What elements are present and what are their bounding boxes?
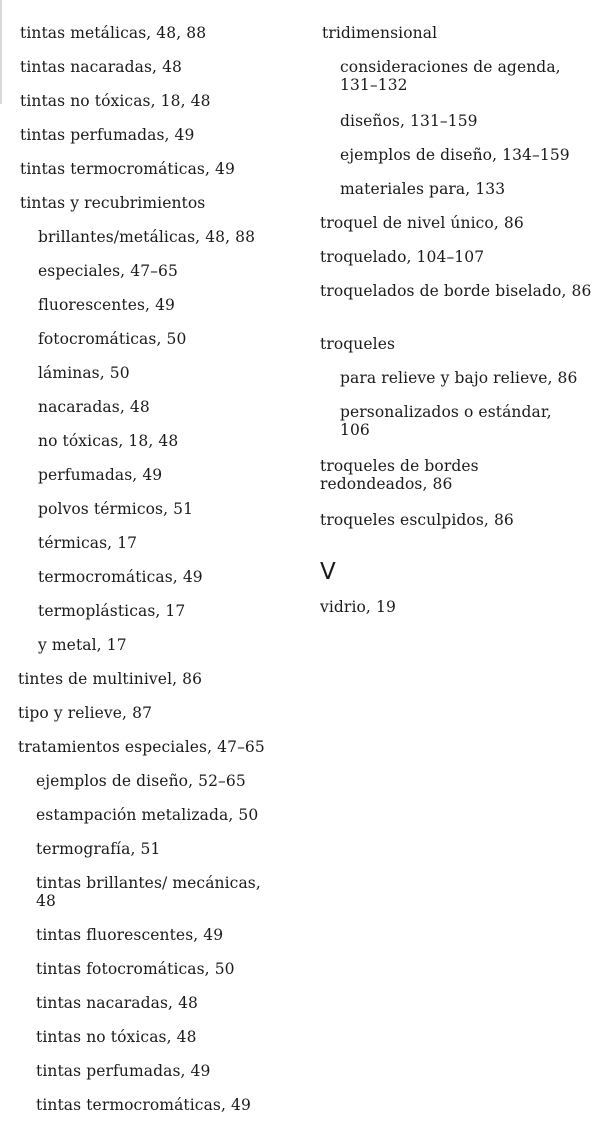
index-subentry: no tóxicas, 18, 48 (38, 432, 179, 450)
index-entry: tridimensional (322, 24, 438, 42)
index-entry: tintas y recubrimientos (20, 194, 206, 212)
index-entry: troqueles de bordes redondeados, 86 (320, 457, 479, 493)
index-subentry: tintas brillantes/ mecánicas, 48 (36, 874, 261, 910)
index-subentry: consideraciones de agenda, 131–132 (340, 58, 561, 94)
index-subentry: nacaradas, 48 (38, 398, 150, 416)
index-entry: troquelados de borde biselado, 86 (320, 282, 592, 300)
index-subentry: para relieve y bajo relieve, 86 (340, 369, 578, 387)
index-subentry: termografía, 51 (36, 840, 161, 858)
index-subentry: tintas fluorescentes, 49 (36, 926, 224, 944)
index-subentry: brillantes/metálicas, 48, 88 (38, 228, 256, 246)
index-subentry: estampación metalizada, 50 (36, 806, 259, 824)
index-subentry: ejemplos de diseño, 52–65 (36, 772, 246, 790)
index-subentry: termoplásticas, 17 (38, 602, 186, 620)
index-subentry: especiales, 47–65 (38, 262, 178, 280)
index-entry: tintas termocromáticas, 49 (20, 160, 235, 178)
index-subentry: materiales para, 133 (340, 180, 506, 198)
index-entry: troqueles (320, 335, 396, 353)
index-subentry: tintas no tóxicas, 48 (36, 1028, 197, 1046)
index-subentry: tintas perfumadas, 49 (36, 1062, 211, 1080)
index-subentry: termocromáticas, 49 (38, 568, 203, 586)
index-entry: tipo y relieve, 87 (18, 704, 153, 722)
index-subentry: y metal, 17 (38, 636, 127, 654)
index-entry: tintes de multinivel, 86 (18, 670, 203, 688)
index-subentry: fotocromáticas, 50 (38, 330, 187, 348)
index-entry: tintas metálicas, 48, 88 (20, 24, 207, 42)
index-entry: troquelado, 104–107 (320, 248, 485, 266)
index-subentry: polvos térmicos, 51 (38, 500, 194, 518)
index-entry: tintas nacaradas, 48 (20, 58, 183, 76)
index-entry: troquel de nivel único, 86 (320, 214, 524, 232)
index-subentry: tintas nacaradas, 48 (36, 994, 199, 1012)
index-entry: vidrio, 19 (320, 598, 396, 616)
index-subentry: personalizados o estándar, 106 (340, 403, 552, 439)
index-subentry: térmicas, 17 (38, 534, 138, 552)
index-subentry: ejemplos de diseño, 134–159 (340, 146, 570, 164)
section-letter: V (320, 559, 336, 585)
index-subentry: láminas, 50 (38, 364, 130, 382)
index-entry: tratamientos especiales, 47–65 (18, 738, 265, 756)
index-entry: tintas no tóxicas, 18, 48 (20, 92, 211, 110)
index-subentry: diseños, 131–159 (340, 112, 478, 130)
index-subentry: perfumadas, 49 (38, 466, 163, 484)
index-subentry: tintas fotocromáticas, 50 (36, 960, 235, 978)
index-entry: troqueles esculpidos, 86 (320, 511, 514, 529)
index-subentry: tintas termocromáticas, 49 (36, 1096, 251, 1114)
index-entry: tintas perfumadas, 49 (20, 126, 195, 144)
margin-rule (0, 0, 2, 104)
index-subentry: fluorescentes, 49 (38, 296, 176, 314)
